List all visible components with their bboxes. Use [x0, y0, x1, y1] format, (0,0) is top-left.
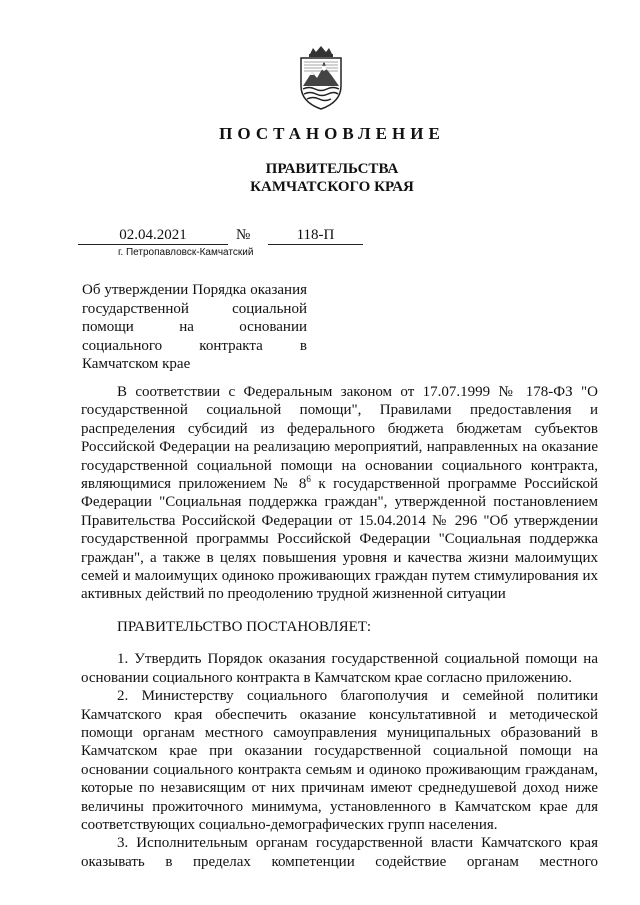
document-type-title: ПОСТАНОВЛЕНИЕ — [219, 124, 445, 143]
document-number: 118-П — [268, 227, 363, 245]
issuing-city: г. Петропавловск-Камчатский — [118, 247, 254, 258]
number-sign: № — [236, 227, 251, 243]
issuer-line-1: ПРАВИТЕЛЬСТВА — [265, 161, 399, 177]
document-body — [81, 383, 598, 871]
item-3-paragraph: 3. Исполнительным органам государственной власти Камчатского края оказывать в пределах компетенции содействие органам местного — [81, 835, 598, 870]
document-date: 02.04.2021 — [78, 227, 228, 245]
issuer-line-2: КАМЧАТСКОГО КРАЯ — [250, 179, 414, 195]
resolve-heading: ПРАВИТЕЛЬСТВО ПОСТАНОВЛЯЕТ: — [117, 618, 372, 635]
item-1-paragraph: 1. Утвердить Порядок оказания государственной социальной помощи на основании социального контракта в Камчатском крае согласно приложению. — [81, 651, 598, 686]
issuer-title — [0, 160, 640, 196]
item-2-paragraph: 2. Министерству социального благополучия и семейной политики Камчатского края обеспечить оказание консультативной и методической помощи органам местного самоуправления муниципальных образований в Камчатском крае при оказании государственной социальной помощи на основании социального контракта семьям и одиноко проживающим гражданам, которые по независящим от них причинам имеют среднедушевой доход ниже величины прожиточного минимума, установленного в Камчатском крае для соответствующих социально-демографических групп населения. — [81, 688, 598, 833]
preamble-text-part-2: к государственной программе Российской Федерации "Социальная поддержка граждан", утвержденной постановлением Правительства Российской Федерации от 15.04.2014 № 296 "Об утверждении государственной программы Российской Федерации "Социальная поддержка граждан", а также в целях повышения уровня и качества жизни малоимущих семей и малоимущих одиноко проживающих граждан путем стимулирования их активных действий по преодолению трудной жизненной ситуации — [81, 476, 598, 603]
preamble-text-part-1: В соответствии с Федеральным законом от 17.07.1999 № 178-ФЗ "О государственной социальной помощи", Правилами предоставления и распределения субсидий из федерального бюджета бюджетам субъектов Российской Федерации на реализацию мероприятий, направленных на оказание государственной социальной помощи на основании социального контракта, являющимися приложением № 8 — [81, 384, 598, 493]
kamchatka-coat-of-arms-icon — [296, 46, 346, 110]
preamble-paragraph — [81, 383, 598, 604]
document-subject: Об утверждении Порядка оказания государственной социальной помощи на основании социального контракта в Камчатском крае — [82, 282, 307, 372]
preamble-superscript: 6 — [306, 474, 311, 485]
